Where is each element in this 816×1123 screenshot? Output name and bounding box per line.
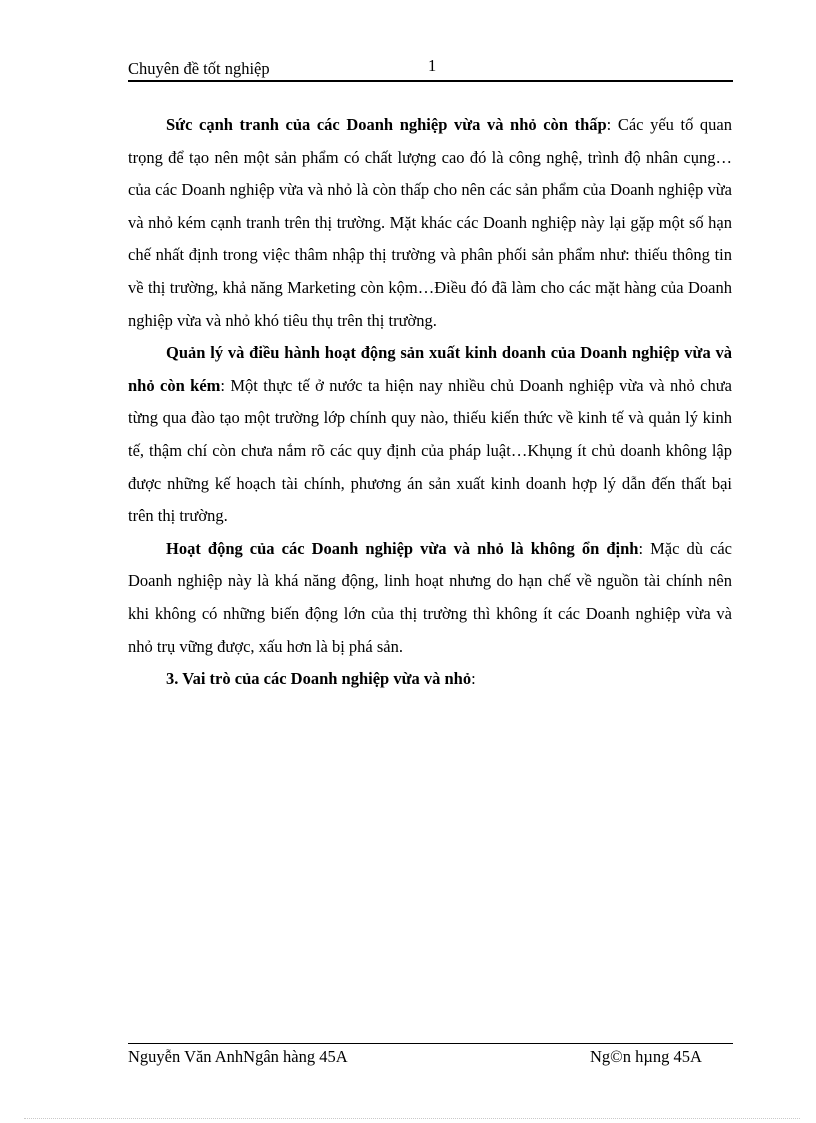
- page-bottom-border: [24, 1118, 800, 1119]
- section-heading: 3. Vai trò của các Doanh nghiệp vừa và nhỏ: [166, 669, 472, 689]
- paragraph-lead: Hoạt động của các Doanh nghiệp vừa và nhỏ là không ổn định: [166, 538, 639, 558]
- paragraph-text: : Mặc dù các Doanh nghiệp này là khá năng động, linh hoạt nhưng do hạn chế về nguồn tài chính nên khi không có những biến động lớn của thị trường thì không ít các Doanh nghiệp vừa và nhỏ trụ vững được, xấu hơn là bị phá sản.: [128, 538, 732, 656]
- paragraph-stability: [128, 533, 732, 663]
- footer-author: Nguyễn Văn AnhNgân hàng 45A: [128, 1047, 348, 1066]
- footer-divider: [128, 1043, 733, 1044]
- page-number: 1: [428, 56, 437, 75]
- paragraph-lead: Sức cạnh tranh của các Doanh nghiệp vừa và nhỏ còn thấp: [166, 115, 607, 134]
- paragraph-text: : Một thực tế ở nước ta hiện nay nhiều chủ Doanh nghiệp vừa và nhỏ chưa từng qua đào tạo một trường lớp chính quy nào, thiếu kiến thức về kinh tế và quản lý kinh tế, thậm chí còn chưa nắm rõ các quy định của pháp luật…Khụng ít chủ doanh không lập được những kế hoạch tài chính, phương án sản xuất kinh doanh hợp lý dẫn đến thất bại trên thị trường.: [128, 375, 732, 526]
- section-heading-role: [128, 663, 732, 696]
- header-title: Chuyên đề tốt nghiệp: [128, 59, 270, 78]
- document-body: [128, 109, 732, 696]
- paragraph-management: [128, 337, 732, 533]
- section-heading-colon: :: [471, 669, 476, 689]
- paragraph-text: : Các yếu tố quan trọng để tạo nên một sản phẩm có chất lượng cao đó là công nghệ, trình độ nhân cụng… của các Doanh nghiệp vừa và nhỏ là còn thấp cho nên các sản phẩm của Doanh nghiệp vừa và nhỏ kém cạnh tranh trên thị trường. Mặt khác các Doanh nghiệp này lại gặp một số hạn chế nhất định trong việc thâm nhập thị trường và phân phối sản phẩm như: thiếu thông tin về thị trường, khả năng Marketing còn kộm…Điều đó đã làm cho các mặt hàng của Doanh nghiệp vừa và nhỏ khó tiêu thụ trên thị trường.: [128, 115, 732, 330]
- paragraph-lead: Quản lý và điều hành hoạt động sản xuất kinh doanh của Doanh nghiệp vừa và nhỏ còn kém: [128, 343, 732, 395]
- paragraph-competitiveness: [128, 109, 732, 337]
- footer-department: Ng©n hµng 45A: [590, 1047, 702, 1066]
- page-header: [128, 58, 733, 82]
